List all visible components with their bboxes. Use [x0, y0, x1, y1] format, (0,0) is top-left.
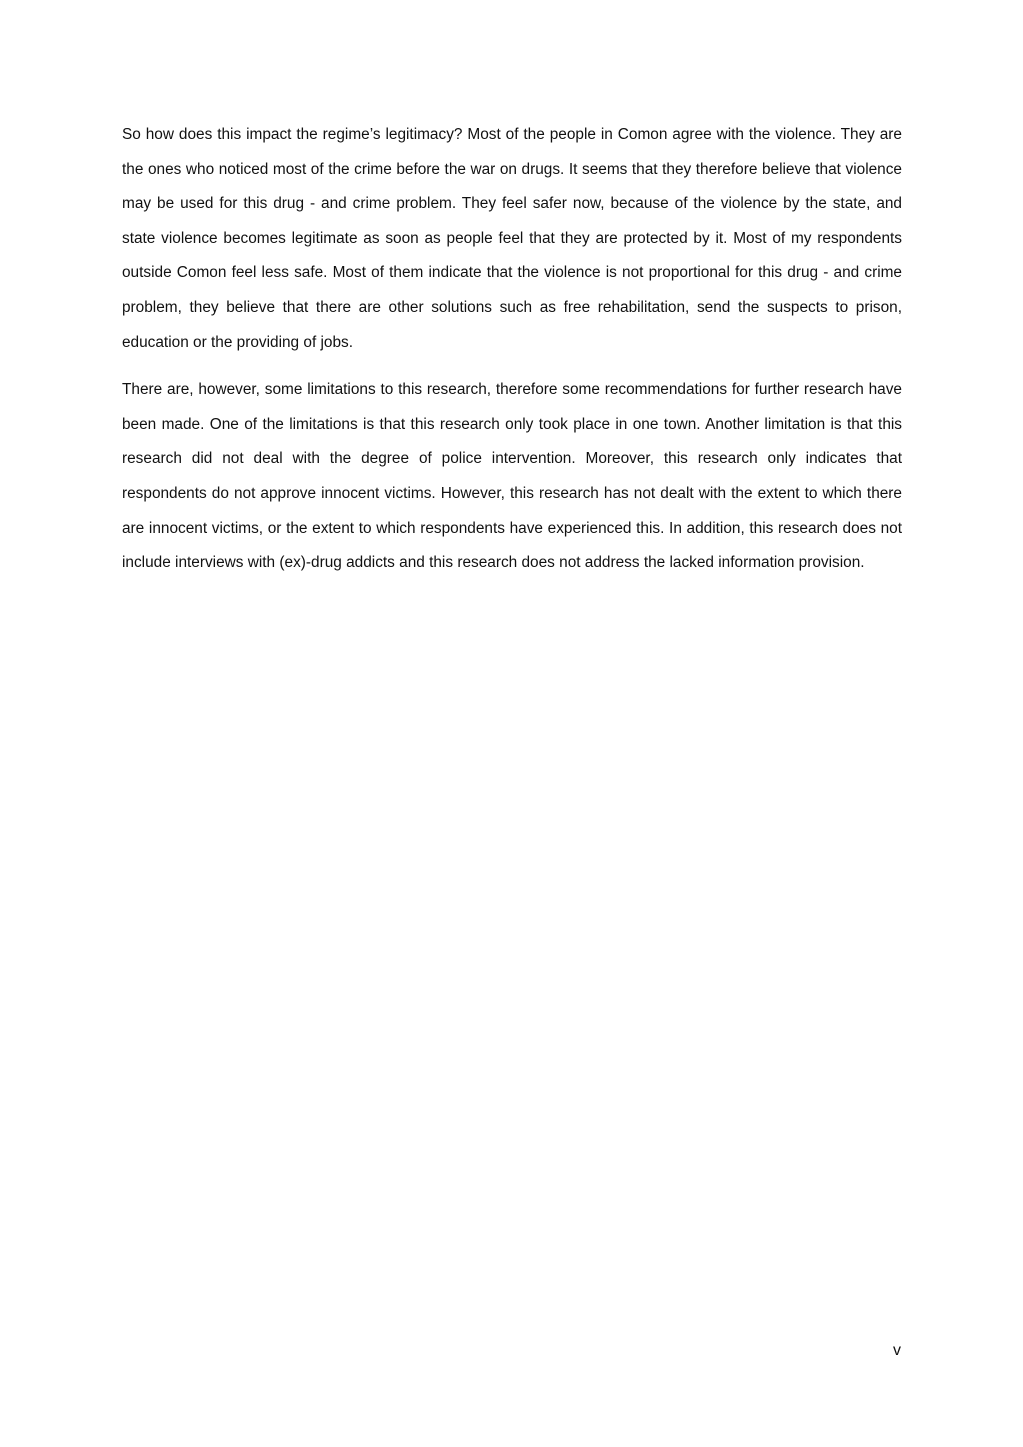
paragraph-limitations: There are, however, some limitations to this research, therefore some recommendations for further research have been made. One of the limitations is that this research only took place in one town. Another limitation is that this research did not deal with the degree of police intervention. Moreover, this research only indicates that respondents do not approve innocent victims. However, this research has not dealt with the extent to which there are innocent victims, or the extent to which respondents have experienced this. In addition, this research does not include interviews with (ex)-drug addicts and this research does not address the lacked information provision. [122, 381, 902, 572]
page-number: v [893, 1342, 901, 1359]
paragraph-legitimacy: So how does this impact the regime’s legitimacy? Most of the people in Comon agree with the violence. They are the ones who noticed most of the crime before the war on drugs. It seems that they therefore believe that violence may be used for this drug - and crime problem. They feel safer now, because of the violence by the state, and state violence becomes legitimate as soon as people feel that they are protected by it. Most of my respondents outside Comon feel less safe. Most of them indicate that the violence is not proportional for this drug - and crime problem, they believe that there are other solutions such as free rehabilitation, send the suspects to prison, education or the providing of jobs. [122, 126, 902, 351]
body-text [122, 118, 902, 594]
